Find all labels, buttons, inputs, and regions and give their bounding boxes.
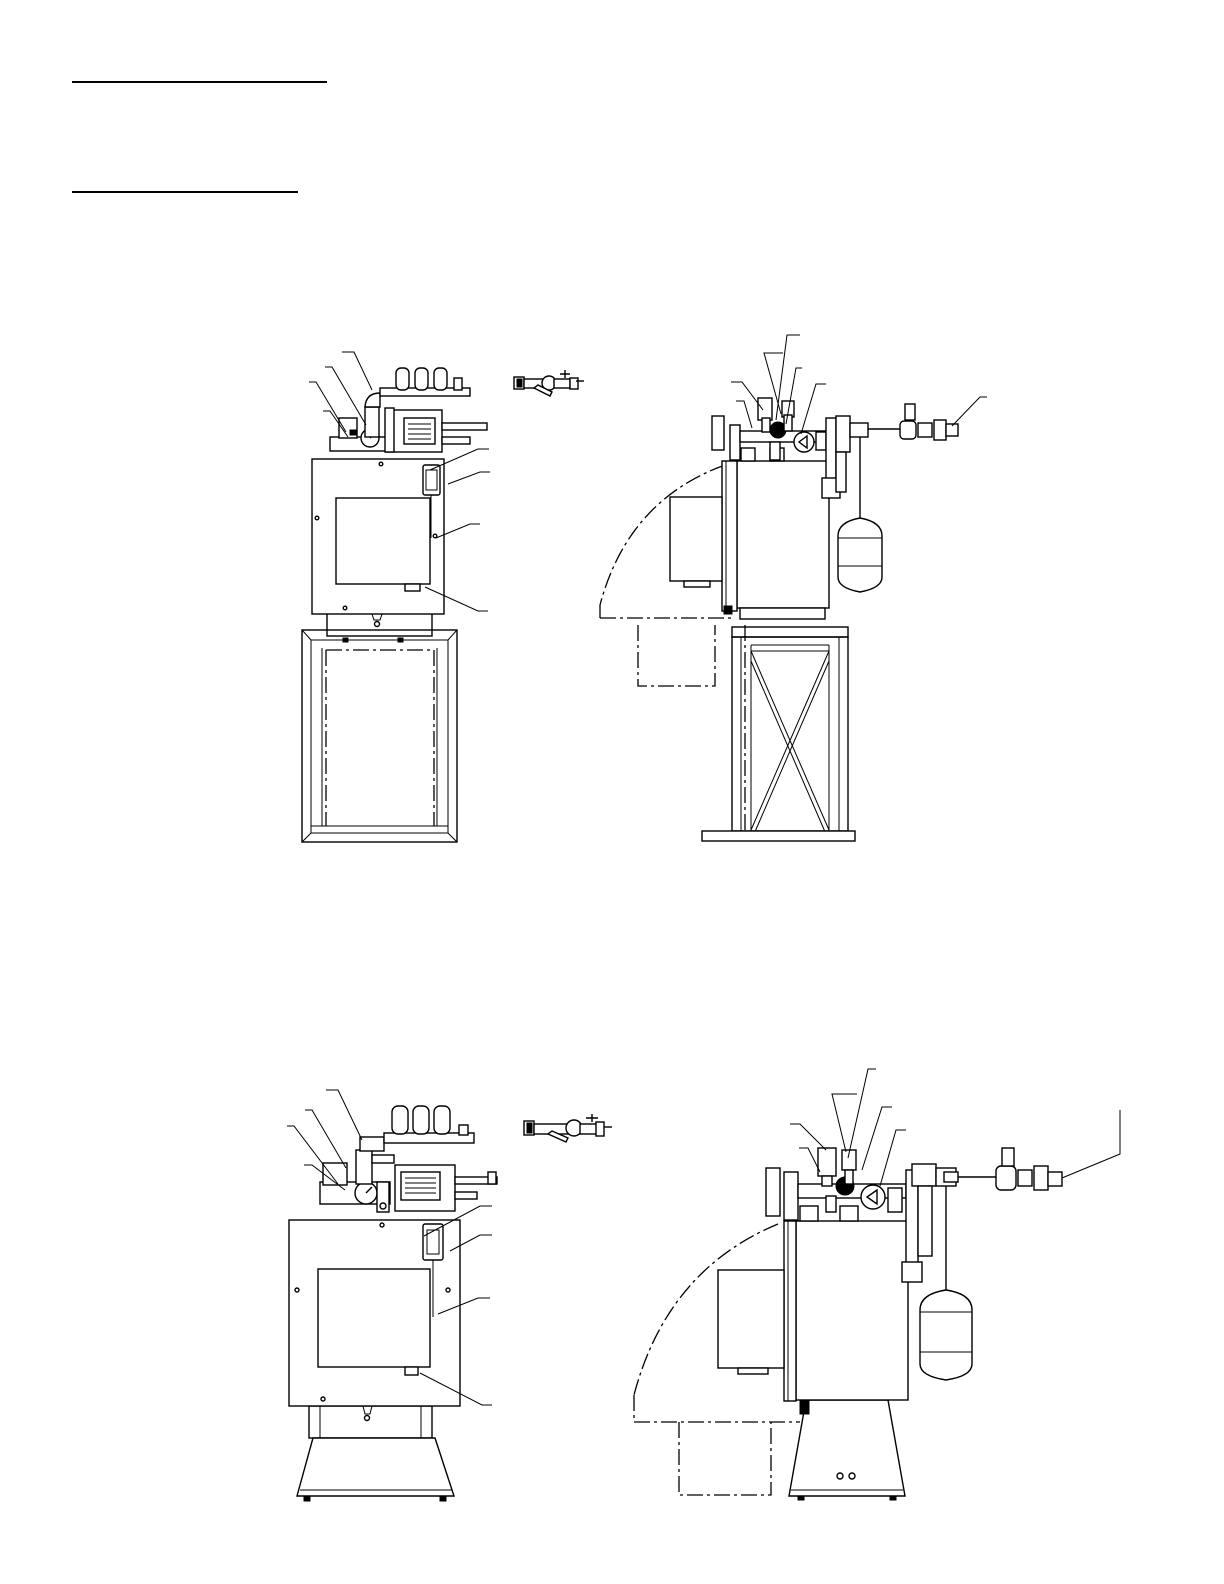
upper-front-cabinet: [312, 459, 444, 627]
lower-front-fill-valve: [524, 1114, 612, 1142]
upper-front-stand: [302, 613, 457, 842]
lower-front-cabinet: [289, 1220, 460, 1406]
lower-front-piping: [320, 1106, 497, 1212]
lower-side-pedestal: [789, 1400, 905, 1500]
lower-side-view: [634, 1069, 1120, 1500]
upper-side-view: [600, 335, 987, 841]
upper-front-fill-valve: [514, 370, 584, 396]
lower-front-pedestal: [297, 1406, 454, 1501]
upper-side-stand: [702, 625, 855, 841]
upper-front-view: [302, 352, 584, 842]
upper-front-piping: [330, 368, 487, 452]
lower-front-view: [287, 1090, 612, 1501]
